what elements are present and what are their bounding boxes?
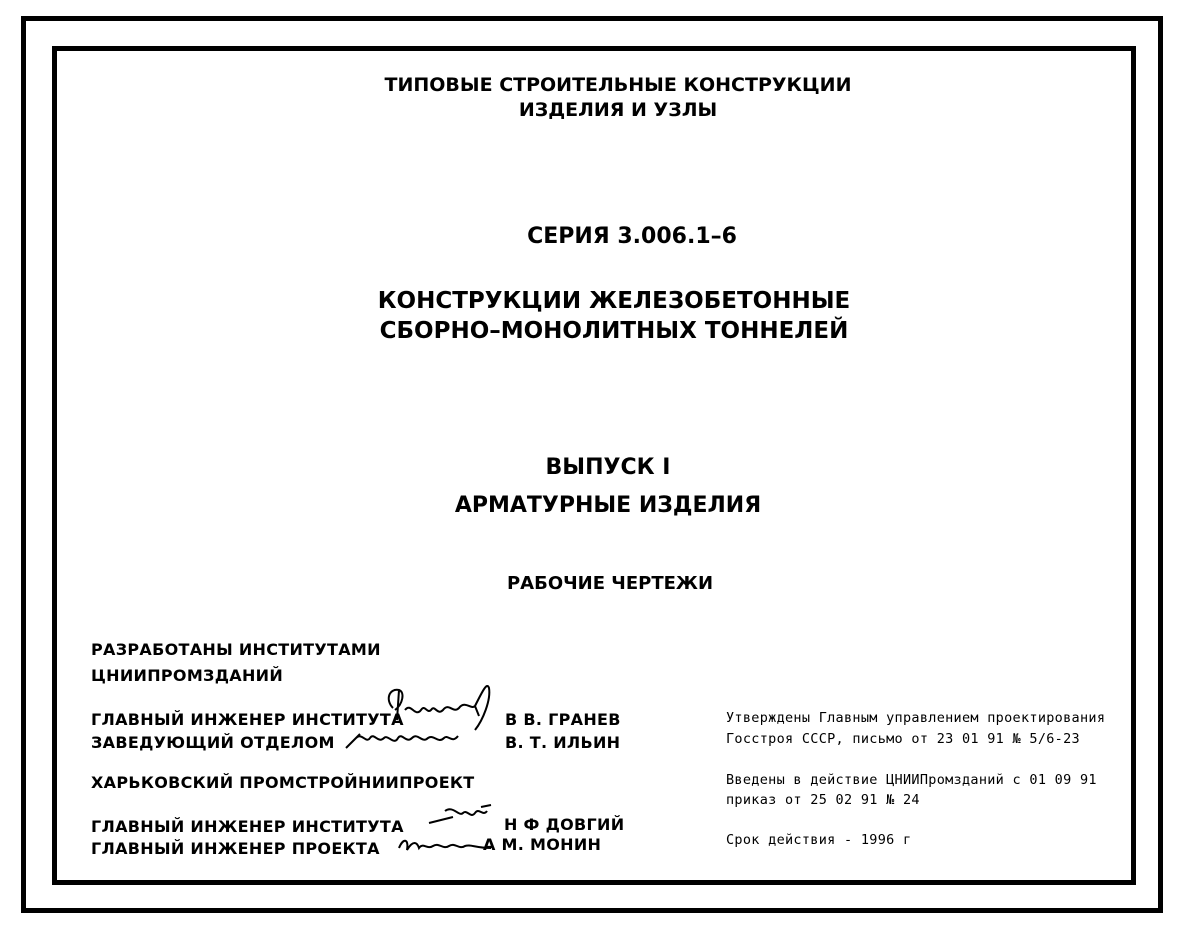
approval-line-2: Госстроя СССР, письмо от 23 01 91 № 5/6-23 <box>726 731 1080 747</box>
signature-ilyin <box>340 726 470 754</box>
institute-1: ЦНИИПРОМЗДАНИЙ <box>91 666 284 685</box>
chief-engineer-2-label: ГЛАВНЫЙ ИНЖЕНЕР ИНСТИТУТА <box>91 817 404 836</box>
header-line-2: ИЗДЕЛИЯ И УЗЛЫ <box>518 99 718 121</box>
signature-monin <box>395 832 495 858</box>
approval-line-3: Введены в действие ЦНИИПромзданий с 01 09 91 <box>726 772 1097 788</box>
chief-engineer-label: ГЛАВНЫЙ ИНЖЕНЕР ИНСТИТУТА <box>91 710 404 729</box>
series-number: СЕРИЯ 3.006.1–6 <box>527 224 737 249</box>
approval-line-4: приказ от 25 02 91 № 24 <box>726 792 920 808</box>
chief-engineer-2-name: Н Ф ДОВГИЙ <box>504 815 625 834</box>
approval-line-1: Утверждены Главным управлением проектирования <box>726 710 1106 726</box>
title-line-1: КОНСТРУКЦИИ ЖЕЛЕЗОБЕТОННЫЕ <box>377 288 851 314</box>
title-line-2: СБОРНО–МОНОЛИТНЫХ ТОННЕЛЕЙ <box>379 318 849 344</box>
issue-name: АРМАТУРНЫЕ ИЗДЕЛИЯ <box>454 493 762 518</box>
signature-dovgiy <box>425 803 505 829</box>
doc-type: РАБОЧИЕ ЧЕРТЕЖИ <box>506 573 714 594</box>
dept-head-name: В. Т. ИЛЬИН <box>505 733 621 752</box>
developers-heading: РАЗРАБОТАНЫ ИНСТИТУТАМИ <box>91 640 381 659</box>
dept-head-label: ЗАВЕДУЮЩИЙ ОТДЕЛОМ <box>91 733 335 752</box>
header-line-1: ТИПОВЫЕ СТРОИТЕЛЬНЫЕ КОНСТРУКЦИИ <box>384 74 852 96</box>
project-engineer-name: А М. МОНИН <box>483 835 602 854</box>
approval-line-5: Срок действия - 1996 г <box>726 832 912 848</box>
issue-number: ВЫПУСК I <box>545 455 671 480</box>
institute-2: ХАРЬКОВСКИЙ ПРОМСТРОЙНИИПРОЕКТ <box>91 773 475 792</box>
project-engineer-label: ГЛАВНЫЙ ИНЖЕНЕР ПРОЕКТА <box>91 839 380 858</box>
chief-engineer-name: В В. ГРАНЕВ <box>505 710 621 729</box>
